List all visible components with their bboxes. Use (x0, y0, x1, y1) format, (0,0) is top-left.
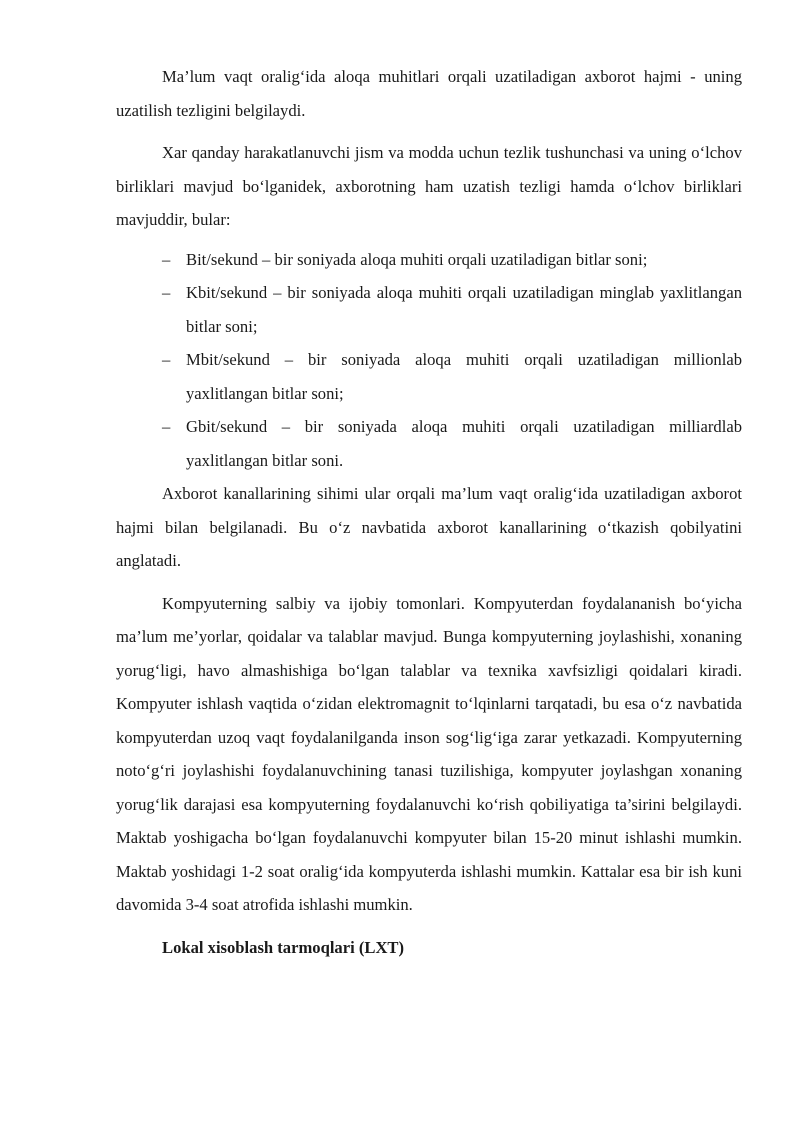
speed-units-list (116, 243, 742, 478)
list-item-text: Kbit/sekund – bir soniyada aloqa muhiti orqali uzatiladigan minglab yaxlitlangan bitlar soni; (186, 283, 742, 336)
list-item-text: Mbit/sekund – bir soniyada aloqa muhiti orqali uzatiladigan millionlab yaxlitlangan bitlar soni; (186, 350, 742, 403)
paragraph-transfer-rate: Ma’lum vaqt oralig‘ida aloqa muhitlari orqali uzatiladigan axborot hajmi - uning uzatilish tezligini belgilaydi. (116, 67, 742, 120)
list-dash-marker: – (162, 283, 171, 302)
document-page (116, 60, 742, 964)
list-item (116, 410, 742, 477)
list-item (116, 243, 742, 277)
section-heading: Lokal xisoblash tarmoqlari (LXT) (162, 937, 405, 957)
paragraph-channel-capacity: Axborot kanallarining sihimi ular orqali ma’lum vaqt oralig‘ida uzatiladigan axborot hajmi bilan belgilanadi. Bu o‘z navbatida axborot kanallarining o‘tkazish qobilyatini anglatadi. (116, 484, 742, 570)
list-item-text: Bit/sekund – bir soniyada aloqa muhiti orqali uzatiladigan bitlar soni; (186, 249, 648, 269)
paragraph-computer-pros-cons: Kompyuterning salbiy va ijobiy tomonlari. Kompyuterdan foydalananish bo‘yicha ma’lum me’yorlar, qoidalar va talablar mavjud. Bunga kompyuterning joylashishi, xonaning yorug‘ligi, havo almashishiga bo‘lgan talablar va texnika xavfsizligi qoidalari kiradi. Kompyuter ishlash vaqtida o‘zidan elektromagnit to‘lqinlarni tarqatadi, bu esa o‘z navbatida kompyuterdan uzoq vaqt foydalanilganda inson sog‘lig‘iga zarar yetkazadi. Kompyuterning noto‘g‘ri joylashishi foydalanuvchining tanasi tuzilishiga, kompyuter joylashgan xonaning yorug‘lik darajasi esa kompyuterning foydalanuvchi ko‘rish qobiliyatiga ta’sirini belgilaydi. Maktab yoshigacha bo‘lgan foydalanuvchi kompyuter bilan 15-20 minut ishlashi mumkin. Maktab yoshidagi 1-2 soat oralig‘ida kompyuterda ishlashi mumkin. Kattalar esa bir ish kuni davomida 3-4 soat atrofida ishlashi mumkin. (116, 593, 742, 914)
list-item (116, 276, 742, 343)
paragraph-speed-units-intro: Xar qanday harakatlanuvchi jism va modda uchun tezlik tushunchasi va uning o‘lchov birliklari mavjud bo‘lganidek, axborotning ham uzatish tezligi hamda o‘lchov birliklari mavjuddir, bular: (116, 143, 742, 229)
list-item-text: Gbit/sekund – bir soniyada aloqa muhiti orqali uzatiladigan milliardlab yaxlitlangan bitlar soni. (186, 417, 742, 470)
list-dash-marker: – (162, 417, 171, 436)
list-dash-marker: – (162, 350, 171, 369)
list-item (116, 343, 742, 410)
list-dash-marker: – (162, 249, 171, 269)
